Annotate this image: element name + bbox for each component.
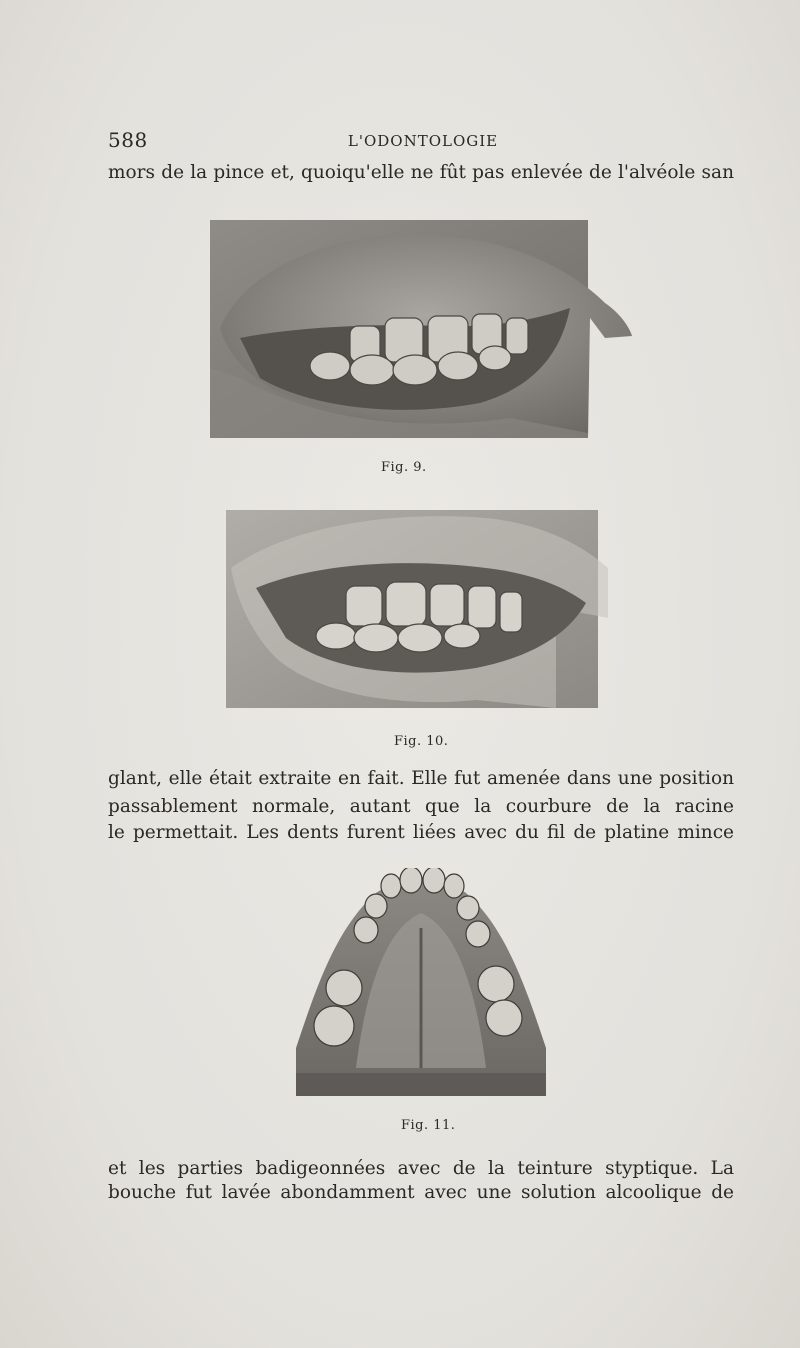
figure-11-photo xyxy=(296,868,546,1098)
text-line-top: mors de la pince et, quoiqu'elle ne fût pas enlevée de l'alvéole san xyxy=(108,162,734,183)
text-line-middle-2: passablement normale, autant que la courbure de la racine xyxy=(108,796,734,817)
text-line-bottom-1: et les parties badigeonnées avec de la teinture styptique. La xyxy=(108,1158,734,1179)
figure-11-caption: Fig. 11. xyxy=(401,1118,456,1133)
figure-10-photo xyxy=(226,508,611,710)
running-title: L'ODONTOLOGIE xyxy=(347,132,499,150)
text-line-middle-3: le permettait. Les dents furent liées avec du fil de platine mince xyxy=(108,822,734,843)
figure-9-photo xyxy=(210,218,635,440)
text-line-middle-1: glant, elle était extraite en fait. Elle fut amenée dans une position xyxy=(108,768,734,789)
page-number: 588 xyxy=(108,128,148,152)
figure-9-caption: Fig. 9. xyxy=(381,460,427,475)
figure-10-caption: Fig. 10. xyxy=(394,734,449,749)
text-line-bottom-2: bouche fut lavée abondamment avec une solution alcoolique de xyxy=(108,1182,734,1203)
running-head xyxy=(108,128,738,152)
